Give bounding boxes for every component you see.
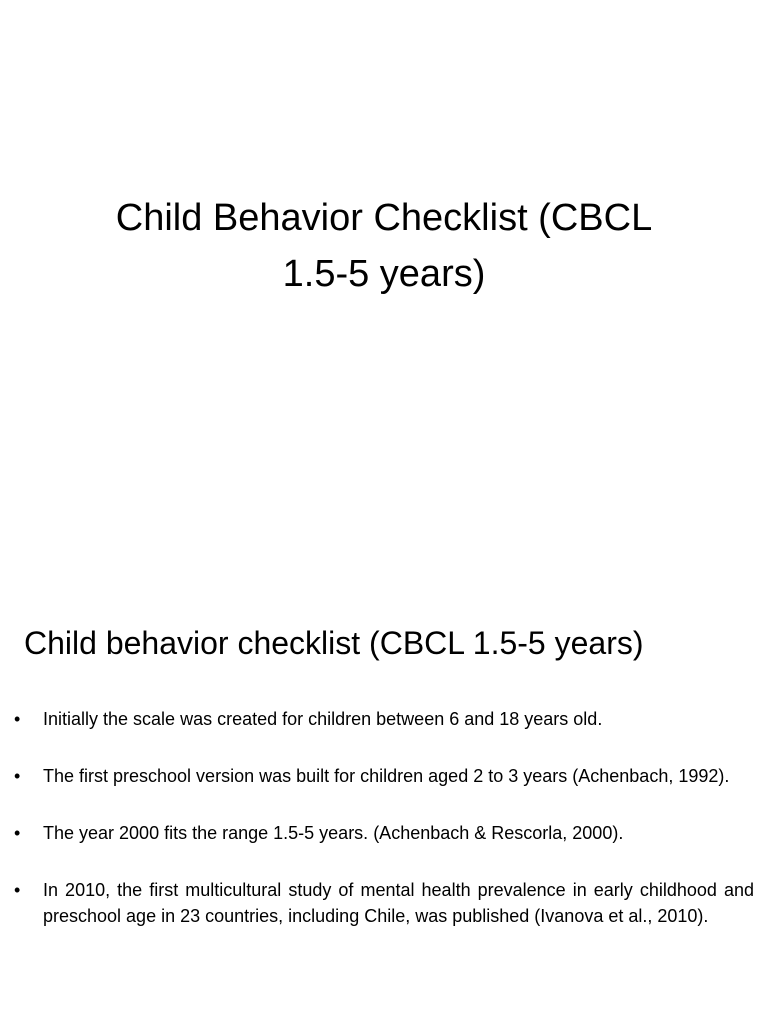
bullet-text: The year 2000 fits the range 1.5-5 years. (Achenbach & Rescorla, 2000).: [43, 823, 624, 843]
bullet-text: Initially the scale was created for children between 6 and 18 years old.: [43, 709, 603, 729]
bullet-marker: •: [14, 823, 21, 843]
bullet-item: [14, 706, 754, 732]
slide-title-line-2: 1.5-5 years): [282, 253, 486, 295]
slide-title-line-1: Child Behavior Checklist (CBCL: [115, 197, 653, 239]
bullet-marker: •: [14, 766, 21, 786]
section-title: Child behavior checklist (CBCL 1.5-5 years): [24, 625, 644, 661]
bullet-marker: •: [14, 880, 21, 900]
bullet-text: The first preschool version was built for children aged 2 to 3 years (Achenbach, 1992).: [43, 766, 730, 786]
bullet-text: In 2010, the first multicultural study of mental health prevalence in early childhood and preschool age in 23 countries, including Chile, was published (Ivanova et al., 2010).: [43, 880, 754, 926]
bullet-marker: •: [14, 709, 21, 729]
bullet-item: [14, 763, 754, 789]
bullet-item: [14, 820, 754, 846]
slide-title: [60, 190, 708, 302]
bullet-list: [14, 706, 754, 929]
bullet-item: [14, 877, 754, 929]
